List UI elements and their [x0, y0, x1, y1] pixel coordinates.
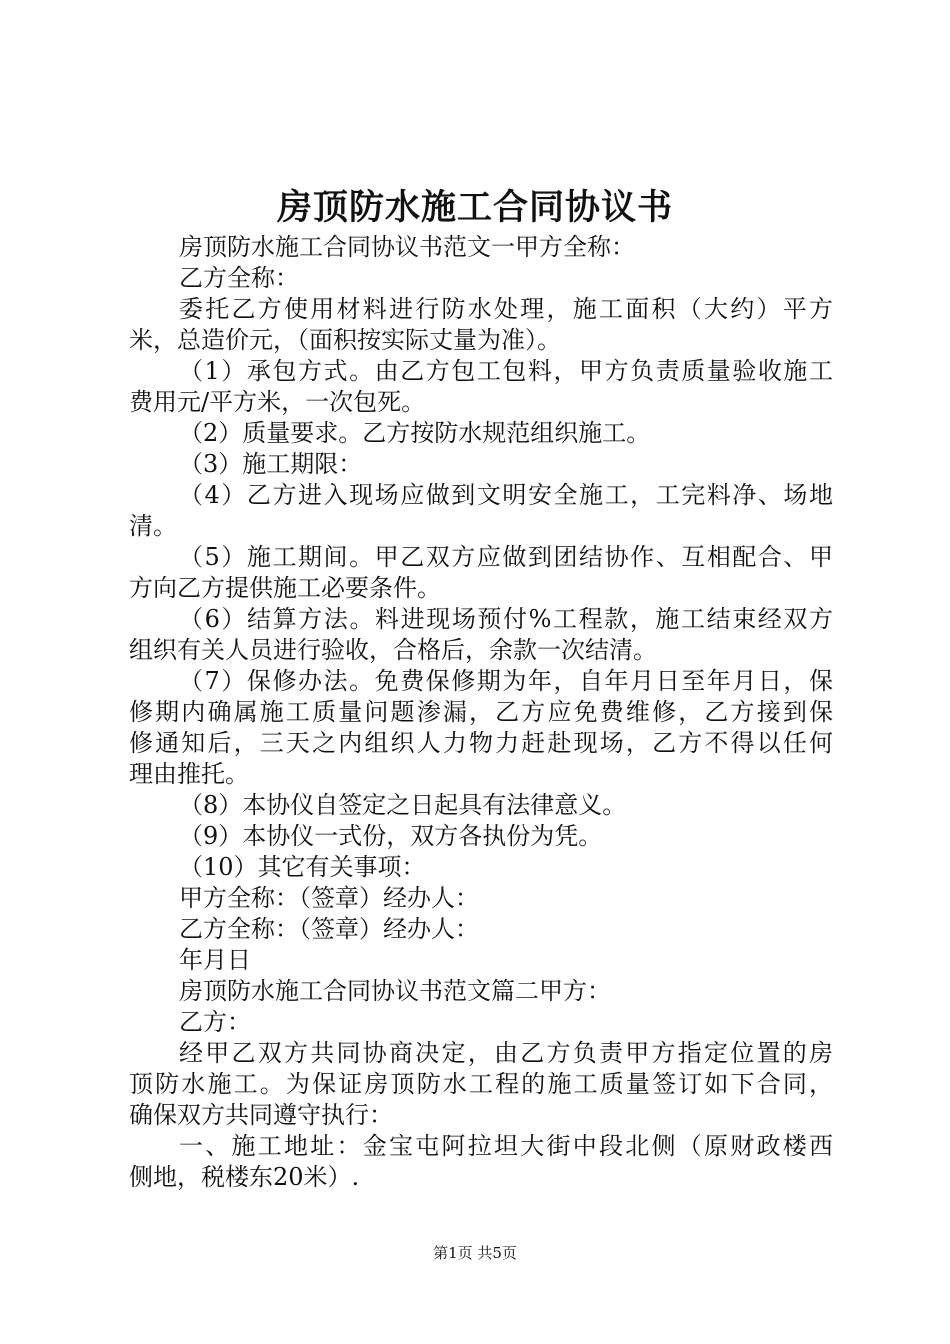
body-text-line: 委托乙方使用材料进行防水处理，施工面积（大约）平方	[179, 295, 833, 323]
body-text-line: 修期内确属施工质量问题渗漏，乙方应免费维修，乙方接到保	[129, 698, 833, 726]
body-text-line: 乙方全称：	[179, 264, 299, 292]
body-text-line: 房顶防水施工合同协议书范文篇二甲方：	[179, 977, 611, 1005]
body-text-line: 修通知后，三天之内组织人力物力赶赴现场，乙方不得以任何	[129, 729, 833, 757]
body-text-line: （5）施工期间。甲乙双方应做到团结协作、互相配合、甲	[179, 543, 833, 571]
body-text-line: （10）其它有关事项：	[179, 853, 426, 881]
body-text-line: （6）结算方法。料进现场预付%工程款，施工结束经双方	[179, 605, 833, 633]
page-footer: 第1页 共5页	[433, 1244, 517, 1262]
body-text-line: （1）承包方式。由乙方包工包料，甲方负责质量验收施工	[179, 357, 833, 385]
body-text-line: 年月日	[179, 946, 251, 974]
body-text-line: 组织有关人员进行验收，合格后，余款一次结清。	[129, 636, 657, 664]
body-text-line: （3）施工期限：	[179, 450, 363, 478]
body-text-line: 一、施工地址：金宝屯阿拉坦大街中段北侧（原财政楼西	[179, 1132, 833, 1160]
body-text-line: 费用元/平方米，一次包死。	[129, 388, 426, 416]
document-body	[129, 232, 833, 1193]
body-text-line: 理由推托。	[129, 760, 249, 788]
body-text-line: 甲方全称：（签章）经办人：	[179, 884, 479, 912]
body-text-line: 方向乙方提供施工必要条件。	[129, 574, 441, 602]
body-text-line: 确保双方共同遵守执行：	[129, 1101, 393, 1129]
body-text-line: （7）保修办法。免费保修期为年，自年月日至年月日，保	[179, 667, 833, 695]
body-text-line: 经甲乙双方共同协商决定，由乙方负责甲方指定位置的房	[179, 1039, 833, 1067]
body-text-line: （8）本协仪自签定之日起具有法律意义。	[179, 791, 627, 819]
body-text-line: （9）本协仪一式份，双方各执份为凭。	[179, 822, 603, 850]
body-text-line: 清。	[129, 512, 177, 540]
document-title: 房顶防水施工合同协议书	[276, 187, 673, 228]
body-text-line: 顶防水施工。为保证房顶防水工程的施工质量签订如下合同，	[129, 1070, 833, 1098]
body-text-line: 米，总造价元，（面积按实际丈量为准）。	[129, 326, 561, 354]
body-text-line: （4）乙方进入现场应做到文明安全施工，工完料净、场地	[179, 481, 833, 509]
body-text-line: 乙方全称：（签章）经办人：	[179, 915, 479, 943]
body-text-line: （2）质量要求。乙方按防水规范组织施工。	[179, 419, 651, 447]
body-text-line: 房顶防水施工合同协议书范文一甲方全称：	[179, 233, 635, 261]
body-text-line: 侧地，税楼东20米）.	[129, 1163, 360, 1191]
body-text-line: 乙方：	[179, 1008, 251, 1036]
